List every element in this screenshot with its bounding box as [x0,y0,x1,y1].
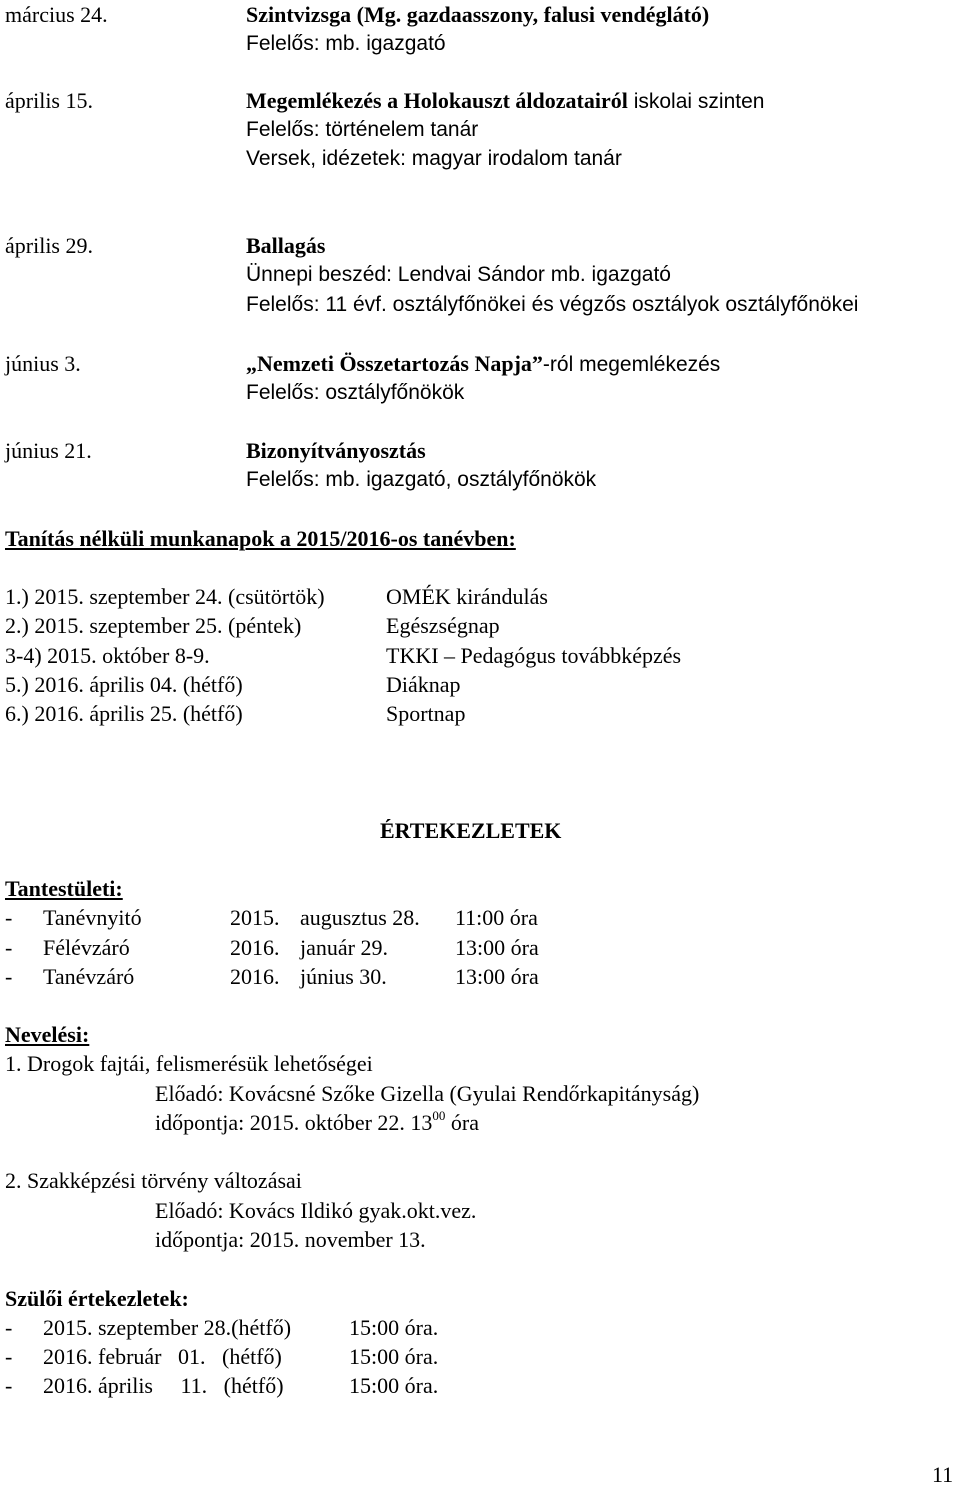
staff-heading: Tantestületi: [5,876,123,901]
workday-label: TKKI – Pedagógus továbbképzés [386,643,682,668]
event-title-rest: iskolai szinten [627,90,765,113]
staff-day: június 30. [300,964,387,989]
education-heading: Nevelési: [5,1022,90,1047]
workday-label: Diáknap [386,672,461,697]
workday-date: 1.) 2015. szeptember 24. (csütörtök) [5,584,325,609]
parents-date: 2015. szeptember 28.(hétfő) [43,1315,292,1340]
education-title: 1. Drogok fajtái, felismerésük lehetőségei [5,1051,373,1076]
event-title-rest: -ról megemlékezés [542,353,721,376]
event-date: június 3. [5,351,81,376]
staff-year: 2016. [230,964,280,989]
education-when [155,1108,479,1137]
parents-dash: - [5,1344,13,1369]
event-line: Felelős: történelem tanár [246,118,479,141]
education-title: 2. Szakképzési törvény változásai [5,1168,302,1193]
parents-time: 15:00 óra. [349,1315,439,1340]
event-title [246,0,709,29]
workday-date: 6.) 2016. április 25. (hétfő) [5,701,243,726]
staff-time: 11:00 óra [455,905,538,930]
education-when-sup: 00 [432,1107,446,1123]
event-date: április 29. [5,233,93,258]
workday-label: Sportnap [386,701,466,726]
workday-date: 3-4) 2015. október 8-9. [5,643,210,668]
staff-dash: - [5,935,13,960]
event-line: Felelős: osztályfőnökök [246,381,465,404]
staff-name: Tanévzáró [43,964,135,989]
workday-label: Egészségnap [386,613,500,638]
staff-day: január 29. [300,935,388,960]
education-presenter: Előadó: Kovácsné Szőke Gizella (Gyulai Rendőrkapitányság) [155,1081,700,1106]
education-when: időpontja: 2015. november 13. [155,1227,426,1252]
staff-day: augusztus 28. [300,905,420,930]
staff-dash: - [5,905,13,930]
staff-name: Tanévnyitó [43,905,142,930]
parents-time: 15:00 óra. [349,1373,439,1398]
staff-time: 13:00 óra [455,964,539,989]
parents-time: 15:00 óra. [349,1344,439,1369]
workday-date: 2.) 2015. szeptember 25. (péntek) [5,613,302,638]
event-title: Ballagás [246,233,326,258]
event-line: Felelős: mb. igazgató [246,32,446,55]
event-date: március 24. [5,2,108,27]
education-when-text: időpontja: 2015. október 22. 13 [155,1110,433,1135]
parents-heading: Szülői értekezletek: [5,1286,189,1311]
event-line: Versek, idézetek: magyar irodalom tanár [246,147,622,170]
event-title [246,349,720,379]
meetings-title: ÉRTEKEZLETEK [380,818,562,843]
event-date: április 15. [5,88,93,113]
parents-dash: - [5,1373,13,1398]
event-title [246,86,764,116]
staff-year: 2016. [230,935,280,960]
staff-name: Félévzáró [43,935,130,960]
staff-year: 2015. [230,905,280,930]
event-date: június 21. [5,438,92,463]
event-title-bold: Megemlékezés a Holokauszt áldozatairól [246,88,628,113]
event-title-bold: „Nemzeti Összetartozás Napja” [246,351,543,376]
workdays-heading: Tanítás nélküli munkanapok a 2015/2016-os tanévben: [5,526,516,551]
education-when-suffix: óra [445,1110,480,1135]
event-line: Ünnepi beszéd: Lendvai Sándor mb. igazgató [246,263,671,286]
event-line: Felelős: mb. igazgató, osztályfőnökök [246,468,597,491]
event-title: Bizonyítványosztás [246,438,426,463]
workday-label: OMÉK kirándulás [386,584,548,609]
parents-date: 2016. február 01. (hétfő) [43,1344,282,1369]
event-title-bold: Szintvizsga (Mg. gazdaasszony, falusi vendéglátó) [246,2,710,27]
event-line: Felelős: 11 évf. osztályfőnökei és végzős osztályok osztályfőnökei [246,293,859,316]
workday-date: 5.) 2016. április 04. (hétfő) [5,672,243,697]
education-presenter: Előadó: Kovács Ildikó gyak.okt.vez. [155,1198,477,1223]
parents-date: 2016. április 11. (hétfő) [43,1373,284,1398]
page-number: 11 [932,1462,954,1487]
parents-dash: - [5,1315,13,1340]
staff-time: 13:00 óra [455,935,539,960]
staff-dash: - [5,964,13,989]
